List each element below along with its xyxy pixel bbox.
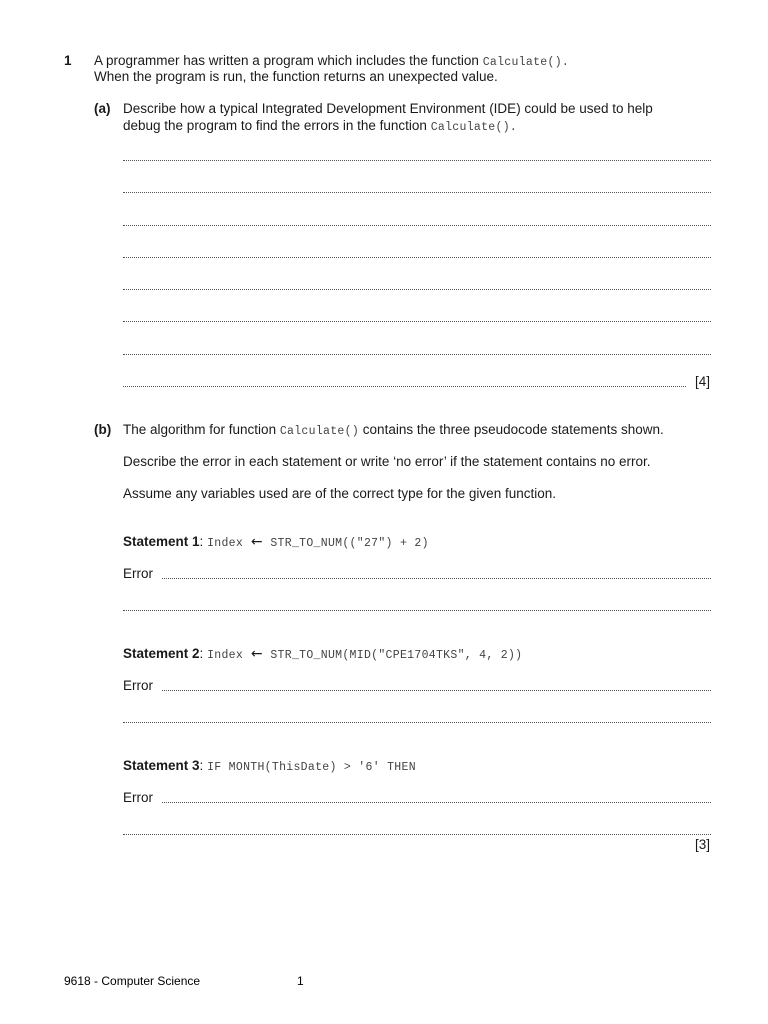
answer-line[interactable] xyxy=(123,289,711,290)
question-intro-text: A programmer has written a program which includes the function xyxy=(94,53,483,68)
part-a-line-1: Describe how a typical Integrated Development Environment (IDE) could be used to help xyxy=(123,101,653,116)
answer-line[interactable] xyxy=(123,257,711,258)
assignment-arrow-icon: ← xyxy=(250,534,263,550)
statement-2-answer-line[interactable] xyxy=(123,722,711,723)
function-name-code: Calculate() xyxy=(279,425,360,438)
part-a-label: (a) xyxy=(94,101,111,116)
statement-label: Statement 2 xyxy=(123,646,200,661)
part-a-line-2 xyxy=(123,118,517,136)
part-a-line-2-text: debug the program to find the errors in the function xyxy=(123,118,431,133)
function-name-code: Calculate(). xyxy=(482,56,570,69)
answer-line[interactable] xyxy=(123,386,686,387)
answer-line[interactable] xyxy=(123,225,711,226)
statement-3-answer-line[interactable] xyxy=(123,834,711,835)
statement-code-variable: Index xyxy=(207,649,244,662)
statement-2 xyxy=(123,646,522,664)
part-b-marks: [3] xyxy=(695,837,711,852)
statement-3-error-label: Error xyxy=(123,790,153,805)
part-b-line-1-text-end: contains the three pseudocode statements shown. xyxy=(359,422,664,437)
answer-line[interactable] xyxy=(123,321,711,322)
part-b-label: (b) xyxy=(94,422,112,437)
part-b-line-1 xyxy=(123,422,664,440)
statement-code-variable: Index xyxy=(207,537,244,550)
statement-1 xyxy=(123,534,429,552)
assignment-arrow-icon: ← xyxy=(250,646,263,662)
statement-label: Statement 3 xyxy=(123,758,200,773)
footer-page-number: 1 xyxy=(297,974,304,988)
part-b-line-1-text: The algorithm for function xyxy=(123,422,280,437)
answer-line[interactable] xyxy=(123,354,711,355)
statement-1-error-label: Error xyxy=(123,566,153,581)
statement-2-error-label: Error xyxy=(123,678,153,693)
statement-code-variable: IF MONTH(ThisDate) > '6' THEN xyxy=(207,761,416,774)
statement-colon: : xyxy=(199,534,204,549)
part-b-line-2: Describe the error in each statement or write ‘no error’ if the statement contains no error. xyxy=(123,454,651,469)
statement-code-expression: STR_TO_NUM(MID("CPE1704TKS", 4, 2)) xyxy=(270,649,523,662)
function-name-code: Calculate(). xyxy=(430,121,518,134)
part-b-line-3: Assume any variables used are of the correct type for the given function. xyxy=(123,486,556,501)
question-intro-line-2: When the program is run, the function returns an unexpected value. xyxy=(94,69,498,84)
footer-course: 9618 - Computer Science xyxy=(64,974,201,988)
statement-2-error-line[interactable] xyxy=(162,690,711,691)
statement-colon: : xyxy=(199,758,204,773)
answer-line[interactable] xyxy=(123,192,711,193)
statement-3 xyxy=(123,758,416,776)
question-number: 1 xyxy=(64,53,72,68)
statement-code-expression: STR_TO_NUM(("27") + 2) xyxy=(270,537,429,550)
statement-1-error-line[interactable] xyxy=(162,578,711,579)
part-a-marks: [4] xyxy=(695,374,711,389)
statement-1-answer-line[interactable] xyxy=(123,610,711,611)
statement-colon: : xyxy=(199,646,204,661)
answer-line[interactable] xyxy=(123,160,711,161)
statement-3-error-line[interactable] xyxy=(162,802,711,803)
statement-label: Statement 1 xyxy=(123,534,200,549)
